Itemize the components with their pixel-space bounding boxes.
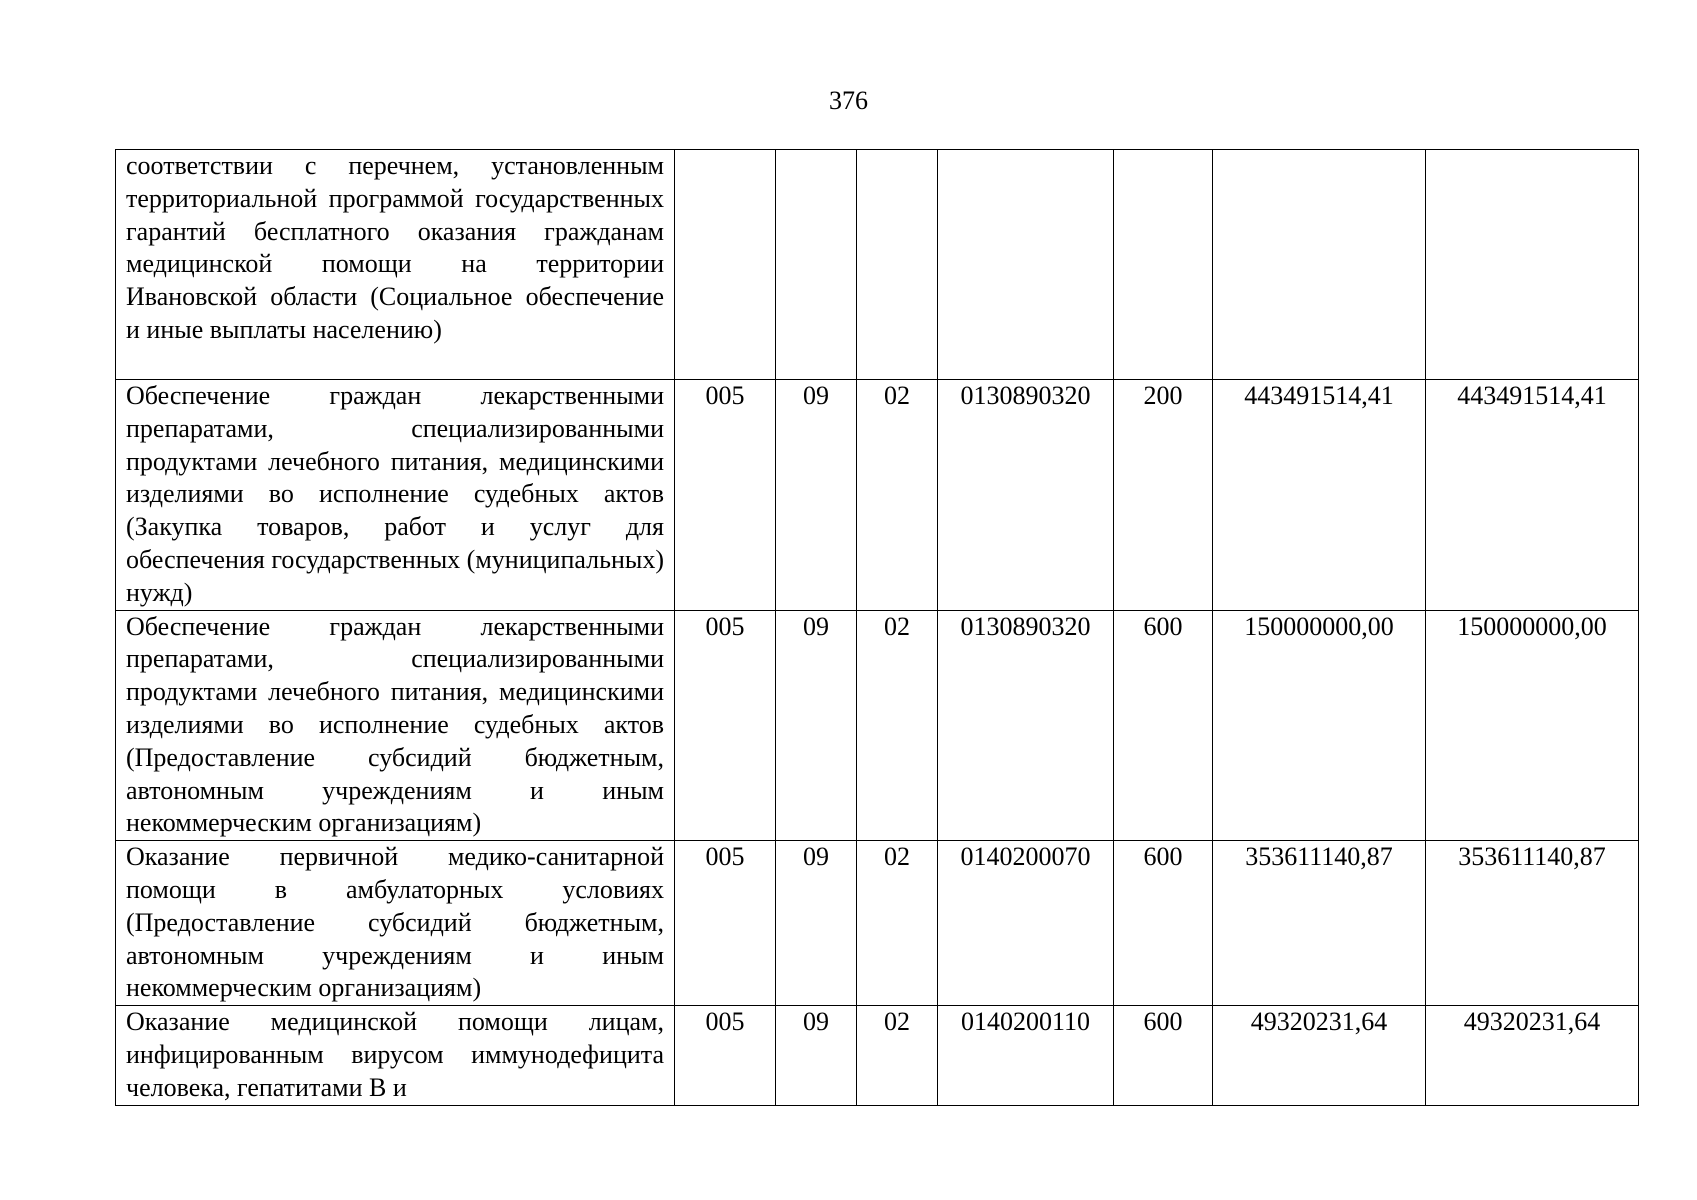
amount-1: 443491514,41 [1213,380,1426,611]
budget-table [115,149,1639,1106]
expense-type-code: 600 [1114,1006,1213,1105]
subsection-code: 02 [857,841,938,1006]
table-row [116,150,1639,380]
subsection-code: 02 [857,610,938,841]
target-article-code [938,150,1114,380]
row-description: Оказание первичной медико-санитарной помощи в амбулаторных условиях (Предоставление субсидий бюджетным, автономным учреждениям и иным некоммерческим организациям) [116,841,675,1006]
section-code: 09 [776,380,857,611]
table-row [116,380,1639,611]
amount-1: 49320231,64 [1213,1006,1426,1105]
amount-2 [1426,150,1639,380]
amount-1: 150000000,00 [1213,610,1426,841]
table-row [116,1006,1639,1105]
ministry-code: 005 [675,1006,776,1105]
row-description: Обеспечение граждан лекарственными препаратами, специализированными продуктами лечебного питания, медицинскими изделиями во исполнение судебных актов (Предоставление субсидий бюджетным, автономным учреждениям и иным некоммерческим организациям) [116,610,675,841]
target-article-code: 0140200070 [938,841,1114,1006]
row-description: Оказание медицинской помощи лицам, инфицированным вирусом иммунодефицита человека, гепатитами В и [116,1006,675,1105]
expense-type-code: 600 [1114,841,1213,1006]
amount-2: 49320231,64 [1426,1006,1639,1105]
target-article-code: 0140200110 [938,1006,1114,1105]
amount-2: 353611140,87 [1426,841,1639,1006]
expense-type-code [1114,150,1213,380]
section-code: 09 [776,610,857,841]
ministry-code: 005 [675,841,776,1006]
row-description: Обеспечение граждан лекарственными препаратами, специализированными продуктами лечебного питания, медицинскими изделиями во исполнение судебных актов (Закупка товаров, работ и услуг для обеспечения государственных (муниципальных) нужд) [116,380,675,611]
table-row [116,610,1639,841]
ministry-code: 005 [675,610,776,841]
amount-1: 353611140,87 [1213,841,1426,1006]
amount-2: 150000000,00 [1426,610,1639,841]
ministry-code [675,150,776,380]
subsection-code [857,150,938,380]
row-description: соответствии с перечнем, установленным территориальной программой государственных гарантий бесплатного оказания гражданам медицинской помощи на территории Ивановской области (Социальное обеспечение и иные выплаты населению) [116,150,675,380]
section-code: 09 [776,1006,857,1105]
subsection-code: 02 [857,380,938,611]
section-code: 09 [776,841,857,1006]
amount-2: 443491514,41 [1426,380,1639,611]
page-number: 376 [829,86,868,115]
ministry-code: 005 [675,380,776,611]
expense-type-code: 200 [1114,380,1213,611]
target-article-code: 0130890320 [938,380,1114,611]
table-row [116,841,1639,1006]
expense-type-code: 600 [1114,610,1213,841]
section-code [776,150,857,380]
amount-1 [1213,150,1426,380]
target-article-code: 0130890320 [938,610,1114,841]
subsection-code: 02 [857,1006,938,1105]
